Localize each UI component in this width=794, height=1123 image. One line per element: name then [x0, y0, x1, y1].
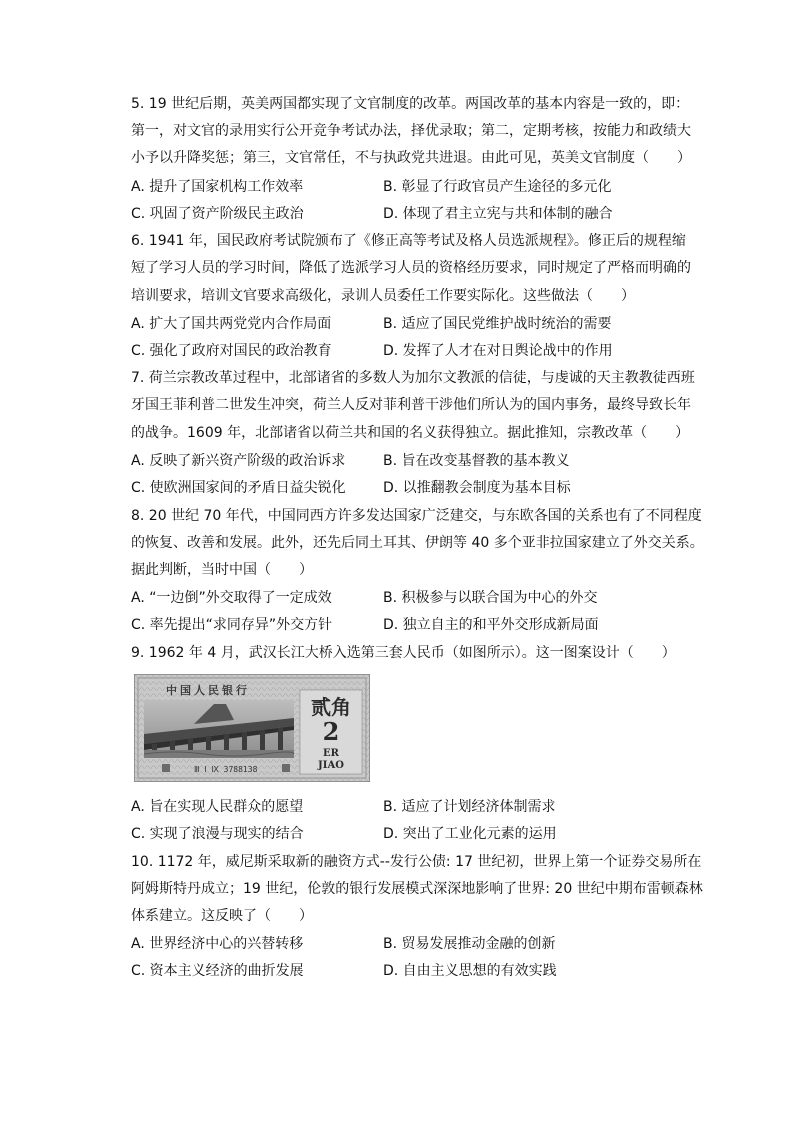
denomination-panel: [300, 690, 362, 774]
question-text-line: 短了学习人员的学习时间，降低了选派学习人员的资格经历要求，同时规定了严格而明确的: [131, 260, 691, 276]
banknote-image: [134, 674, 370, 782]
option-b[interactable]: B. 积极参与以联合国为中心的外交: [383, 590, 598, 606]
question-text-line: 9. 1962 年 4 月，武汉长江大桥入选第三套人民币（如图所示）。这一图案设计（ ）: [131, 645, 676, 661]
question-text-line: 小予以升降奖惩；第三，文官常任，不与执政党共进退。由此可见，英美文官制度（ ）: [131, 150, 691, 166]
option-b[interactable]: B. 适应了计划经济体制需求: [383, 799, 556, 815]
option-d[interactable]: D. 发挥了人才在对日舆论战中的作用: [383, 343, 613, 359]
option-b[interactable]: B. 贸易发展推动金融的创新: [383, 936, 556, 952]
banknote-seal-left: [162, 764, 170, 772]
question-text-line: 阿姆斯特丹成立；19 世纪，伦敦的银行发展模式深深地影响了世界: 20 世纪中期布雷顿森林: [131, 881, 703, 897]
question-text-line: 培训要求，培训文官要求高级化，录训人员委任工作要实际化。这些做法（ ）: [131, 288, 635, 304]
option-d[interactable]: D. 独立自主的和平外交形成新局面: [383, 617, 599, 633]
option-b[interactable]: B. 适应了国民党维护战时统治的需要: [383, 316, 612, 332]
option-a[interactable]: A. 世界经济中心的兴替转移: [131, 936, 304, 952]
banknote-seal-right: [282, 764, 290, 772]
question-text-line: 据此判断，当时中国（ ）: [131, 562, 313, 578]
question-text-line: 7. 荷兰宗教改革过程中，北部诸省的多数人为加尔文教派的信徒，与虔诚的天主教教徒西班: [131, 370, 695, 386]
option-c[interactable]: C. 使欧洲国家间的矛盾日益尖锐化: [131, 480, 346, 496]
banknote-bank-name: 中国人民银行: [166, 684, 250, 697]
option-a[interactable]: A. “一边倒”外交取得了一定成效: [131, 590, 332, 606]
question-text-line: 8. 20 世纪 70 年代，中国同西方许多发达国家广泛建交，与东欧各国的关系也有了不同程度: [131, 508, 702, 524]
option-d[interactable]: D. 体现了君主立宪与共和体制的融合: [383, 206, 613, 222]
banknote-serial: Ⅲ Ⅰ Ⅸ 3788138: [194, 765, 258, 774]
option-a[interactable]: A. 旨在实现人民群众的愿望: [131, 799, 304, 815]
option-b[interactable]: B. 旨在改变基督教的基本教义: [383, 453, 570, 469]
option-c[interactable]: C. 巩固了资产阶级民主政治: [131, 206, 304, 222]
option-c[interactable]: C. 资本主义经济的曲折发展: [131, 963, 304, 979]
option-c[interactable]: C. 实现了浪漫与现实的结合: [131, 826, 304, 842]
option-d[interactable]: D. 突出了工业化元素的运用: [383, 826, 557, 842]
question-text-line: 的战争。1609 年，北部诸省以荷兰共和国的名义获得独立。据此推知，宗教改革（ ）: [131, 425, 690, 441]
banknote-denomination-num: 2: [322, 717, 340, 746]
question-text-line: 牙国王菲利普二世发生冲突，荷兰人反对菲利普干涉他们所认为的国内事务，最终导致长年: [131, 397, 691, 413]
question-text-line: 的恢复、改善和发展。此外，还先后同土耳其、伊朗等 40 多个亚非拉国家建立了外交关系。: [131, 535, 704, 551]
bridge-illustration: [144, 700, 294, 758]
option-b[interactable]: B. 彰显了行政官员产生途径的多元化: [383, 179, 612, 195]
option-d[interactable]: D. 自由主义思想的有效实践: [383, 963, 557, 979]
option-a[interactable]: A. 提升了国家机构工作效率: [131, 179, 304, 195]
question-text-line: 体系建立。这反映了（ ）: [131, 908, 313, 924]
option-a[interactable]: A. 反映了新兴资产阶级的政治诉求: [131, 453, 346, 469]
question-text-line: 第一，对文官的录用实行公开竞争考试办法，择优录取；第二，定期考核，按能力和政绩大: [131, 123, 691, 139]
option-d[interactable]: D. 以推翻教会制度为基本目标: [383, 480, 571, 496]
question-text-line: 10. 1172 年，威尼斯采取新的融资方式--发行公债: 17 世纪初，世界上第一个证券交易所在: [131, 854, 702, 870]
question-text-line: 5. 19 世纪后期，英美两国都实现了文官制度的改革。两国改革的基本内容是一致的，即：: [131, 96, 690, 112]
option-c[interactable]: C. 强化了政府对国民的政治教育: [131, 343, 332, 359]
question-text-line: 6. 1941 年，国民政府考试院颁布了《修正高等考试及格人员选派规程》。修正后的规程缩: [131, 233, 686, 249]
option-a[interactable]: A. 扩大了国共两党党内合作局面: [131, 316, 332, 332]
banknote-er: ER: [323, 748, 339, 759]
banknote-jiao: JIAO: [318, 760, 344, 771]
banknote-denomination-cn: 贰角: [311, 695, 351, 719]
option-c[interactable]: C. 率先提出“求同存异”外交方针: [131, 617, 333, 633]
